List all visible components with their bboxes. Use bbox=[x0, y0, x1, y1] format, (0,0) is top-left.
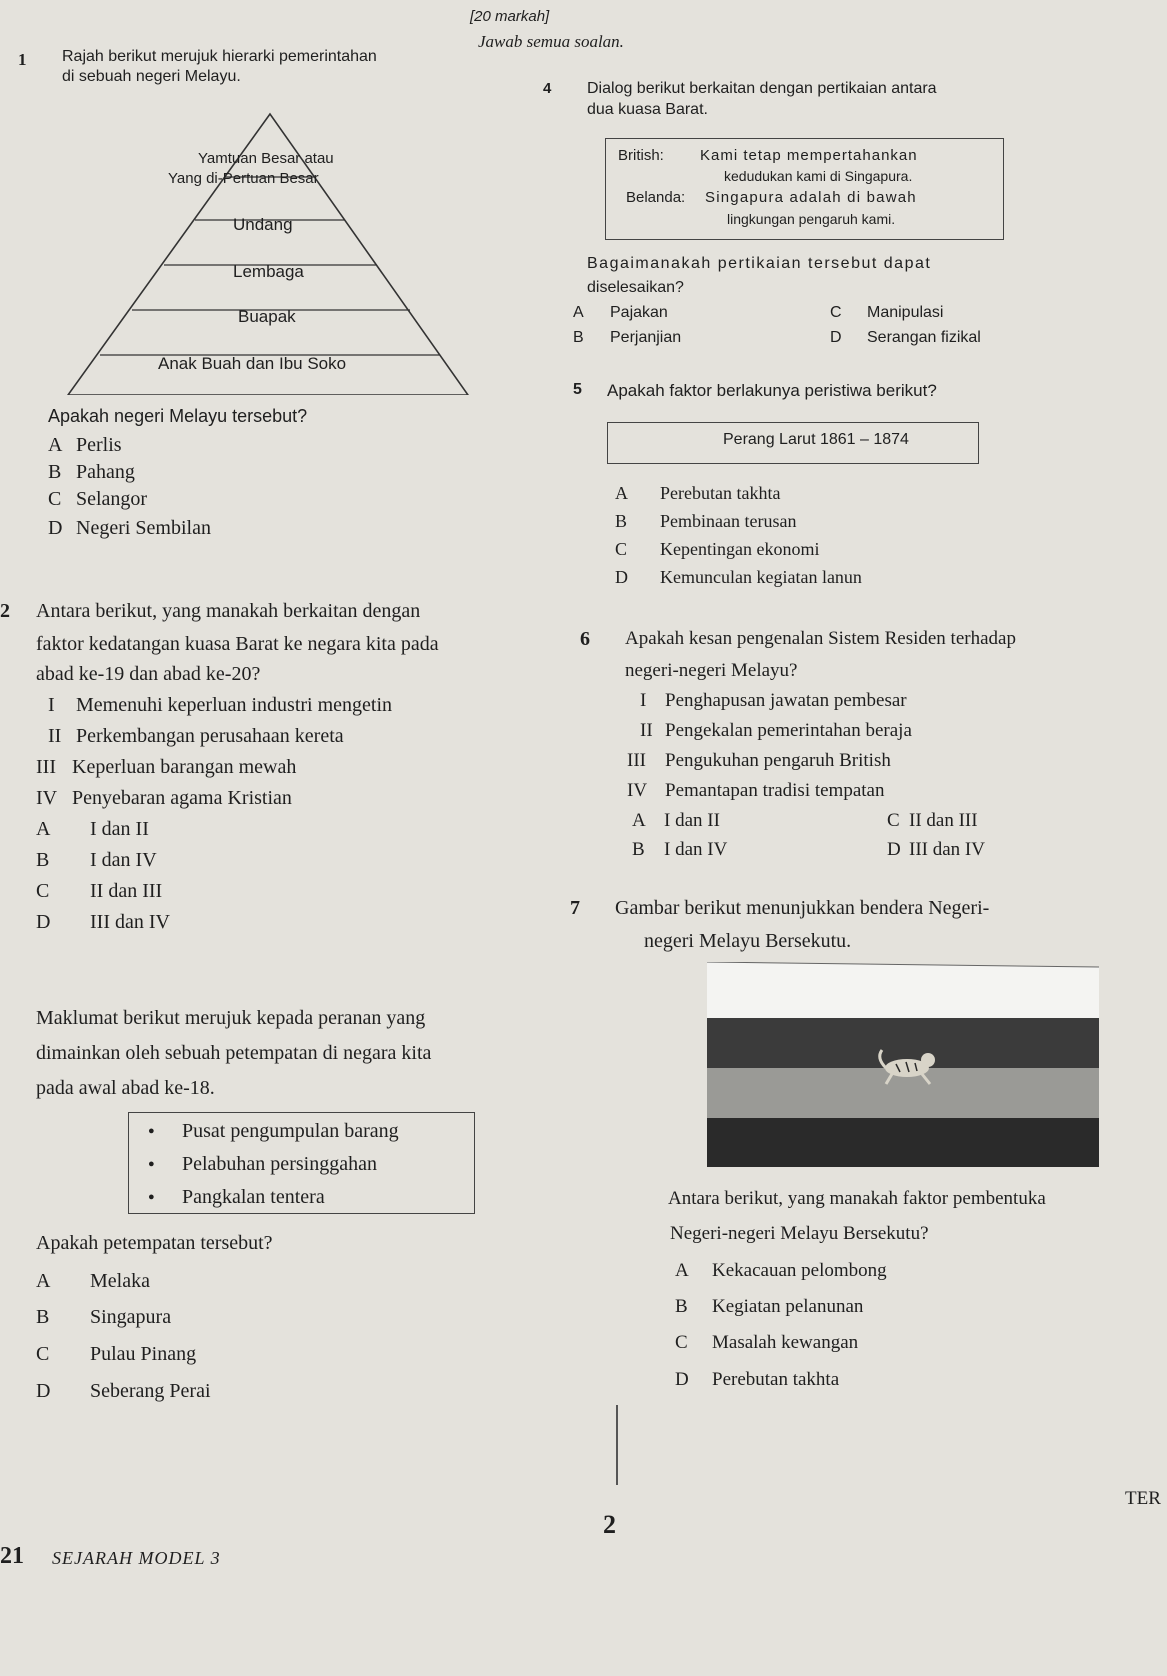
footer-right: TER bbox=[1125, 1488, 1161, 1509]
q2-statement-3: III Keperluan barangan mewah bbox=[36, 756, 297, 778]
q4-option-a[interactable]: A Pajakan bbox=[573, 304, 668, 321]
q4-stem-line1: Dialog berikut berkaitan dengan pertikaian antara bbox=[587, 80, 937, 97]
q2-option-b[interactable]: B I dan IV bbox=[36, 849, 157, 871]
q7-option-a[interactable]: A Kekacauan pelombong bbox=[675, 1260, 887, 1281]
q7-option-d[interactable]: D Perebutan takhta bbox=[675, 1369, 840, 1390]
q7-number: 7 bbox=[570, 897, 580, 919]
footer-title: SEJARAH MODEL 3 bbox=[52, 1548, 221, 1568]
q5-stem: Apakah faktor berlakunya peristiwa berikut? bbox=[607, 381, 937, 400]
q7-question-line2: Negeri-negeri Melayu Bersekutu? bbox=[670, 1223, 929, 1244]
q6-option-c[interactable]: C II dan III bbox=[887, 810, 978, 831]
q1-option-d[interactable]: D Negeri Sembilan bbox=[48, 517, 211, 539]
q7-stem-line1: Gambar berikut menunjukkan bendera Negeri- bbox=[615, 897, 990, 919]
q4-option-c[interactable]: C Manipulasi bbox=[830, 304, 944, 321]
q6-statement-3: III Pengukuhan pengaruh British bbox=[627, 750, 891, 771]
q4-number: 4 bbox=[543, 80, 552, 97]
pyramid-level-1b: Yang di-Pertuan Besar bbox=[168, 170, 319, 187]
pyramid-level-4: Buapak bbox=[238, 307, 296, 326]
dialog-belanda-line1: Singapura adalah di bawah bbox=[705, 189, 917, 206]
q2-option-d[interactable]: D III dan IV bbox=[36, 911, 170, 933]
dialog-belanda-line2: lingkungan pengaruh kami. bbox=[727, 211, 896, 227]
q6-number: 6 bbox=[580, 628, 590, 650]
q3-stem-line2: dimainkan oleh sebuah petempatan di negara kita bbox=[36, 1042, 432, 1064]
q3-question: Apakah petempatan tersebut? bbox=[36, 1232, 273, 1254]
column-divider bbox=[616, 1405, 618, 1485]
fms-flag bbox=[707, 962, 1099, 1167]
q2-option-c[interactable]: C II dan III bbox=[36, 880, 163, 902]
dialog-british-line1: Kami tetap mempertahankan bbox=[700, 147, 918, 164]
q5-option-d[interactable]: D Kemunculan kegiatan lanun bbox=[615, 567, 862, 587]
q3-stem-line3: pada awal abad ke-18. bbox=[36, 1077, 215, 1099]
q2-stem-line2: faktor kedatangan kuasa Barat ke negara kita pada bbox=[36, 633, 439, 655]
q5-option-b[interactable]: B Pembinaan terusan bbox=[615, 511, 797, 531]
q3-option-d[interactable]: D Seberang Perai bbox=[36, 1380, 211, 1402]
q3-option-b[interactable]: B Singapura bbox=[36, 1306, 172, 1328]
q1-option-c[interactable]: C Selangor bbox=[48, 488, 148, 510]
q3-option-a[interactable]: A Melaka bbox=[36, 1270, 150, 1292]
q7-stem-line2: negeri Melayu Bersekutu. bbox=[644, 930, 852, 952]
q5-number: 5 bbox=[573, 381, 582, 398]
q2-stem-line3: abad ke-19 dan abad ke-20? bbox=[36, 663, 261, 685]
q2-stem-line1: Antara berikut, yang manakah berkaitan dengan bbox=[36, 600, 421, 622]
instruction: Jawab semua soalan. bbox=[478, 32, 624, 51]
pyramid-level-1a: Yamtuan Besar atau bbox=[198, 150, 334, 167]
pyramid-level-2: Undang bbox=[233, 215, 293, 234]
q4-question-line1: Bagaimanakah pertikaian tersebut dapat bbox=[587, 255, 932, 272]
q1-number: 1 bbox=[18, 50, 27, 69]
q4-stem-line2: dua kuasa Barat. bbox=[587, 101, 708, 118]
q1-option-b[interactable]: B Pahang bbox=[48, 461, 135, 483]
q1-stem-line1: Rajah berikut merujuk hierarki pemerintahan bbox=[62, 48, 377, 65]
q3-option-c[interactable]: C Pulau Pinang bbox=[36, 1343, 197, 1365]
dialog-british-label: British: bbox=[618, 147, 664, 164]
q2-number: 2 bbox=[0, 600, 10, 622]
q2-statement-2: II Perkembangan perusahaan kereta bbox=[48, 725, 344, 747]
q1-question: Apakah negeri Melayu tersebut? bbox=[48, 406, 308, 426]
q3-bullet-3: ● Pangkalan tentera bbox=[182, 1186, 325, 1209]
dialog-british-line2: kedudukan kami di Singapura. bbox=[724, 168, 913, 184]
q3-bullet-2: ● Pelabuhan persinggahan bbox=[182, 1153, 377, 1176]
footer-left-number: 21 bbox=[0, 1543, 24, 1569]
q6-statement-1: I Penghapusan jawatan pembesar bbox=[640, 690, 907, 711]
q6-statement-2: II Pengekalan pemerintahan beraja bbox=[640, 720, 912, 741]
q1-option-a[interactable]: A Perlis bbox=[48, 434, 122, 456]
q7-question-line1: Antara berikut, yang manakah faktor pembentuka bbox=[668, 1188, 1046, 1209]
q4-option-b[interactable]: B Perjanjian bbox=[573, 329, 682, 346]
page-number: 2 bbox=[603, 1510, 616, 1539]
q5-event: Perang Larut 1861 – 1874 bbox=[723, 431, 909, 448]
q6-option-b[interactable]: B I dan IV bbox=[632, 839, 728, 860]
pyramid-level-3: Lembaga bbox=[233, 262, 304, 281]
q2-statement-4: IV Penyebaran agama Kristian bbox=[36, 787, 292, 809]
q6-statement-4: IV Pemantapan tradisi tempatan bbox=[627, 780, 885, 801]
q6-option-d[interactable]: D III dan IV bbox=[887, 839, 985, 860]
q6-stem-line1: Apakah kesan pengenalan Sistem Residen terhadap bbox=[625, 628, 1016, 649]
dialog-belanda-label: Belanda: bbox=[626, 189, 686, 206]
q5-option-c[interactable]: C Kepentingan ekonomi bbox=[615, 539, 820, 559]
q1-stem-line2: di sebuah negeri Melayu. bbox=[62, 68, 241, 85]
q7-option-b[interactable]: B Kegiatan pelanunan bbox=[675, 1296, 864, 1317]
q4-question-line2: diselesaikan? bbox=[587, 279, 684, 296]
q7-option-c[interactable]: C Masalah kewangan bbox=[675, 1332, 859, 1353]
q3-stem-line1: Maklumat berikut merujuk kepada peranan yang bbox=[36, 1007, 426, 1029]
q6-option-a[interactable]: A I dan II bbox=[632, 810, 720, 831]
pyramid-level-5: Anak Buah dan Ibu Soko bbox=[158, 354, 347, 373]
q6-stem-line2: negeri-negeri Melayu? bbox=[625, 660, 798, 681]
marks-label: [20 markah] bbox=[470, 8, 550, 25]
q2-statement-1: I Memenuhi keperluan industri mengetin bbox=[48, 694, 393, 716]
q5-option-a[interactable]: A Perebutan takhta bbox=[615, 483, 781, 503]
q2-option-a[interactable]: A I dan II bbox=[36, 818, 149, 840]
q3-bullet-1: ● Pusat pengumpulan barang bbox=[182, 1120, 399, 1143]
q4-option-d[interactable]: D Serangan fizikal bbox=[830, 329, 981, 346]
